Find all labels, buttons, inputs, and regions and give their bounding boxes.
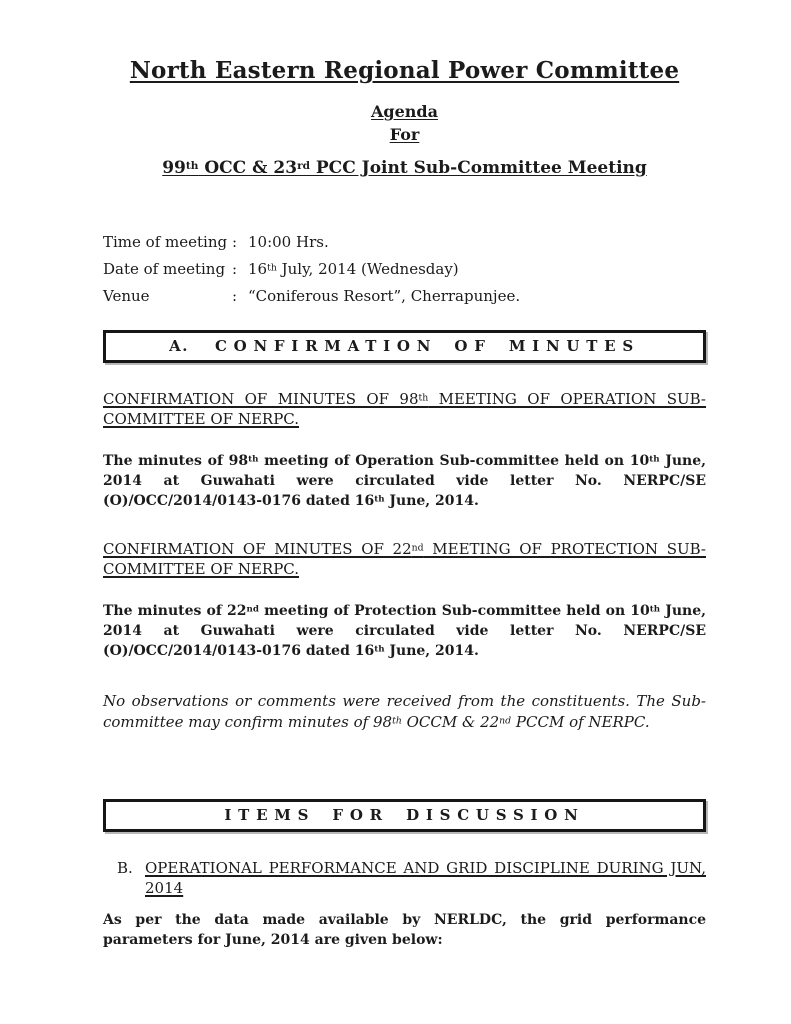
heading-confirmation-occ: CONFIRMATION OF MINUTES OF 98th MEETING OF OPERATION SUB-COMMITTEE OF NERPC.: [103, 390, 706, 428]
section-b-heading: OPERATIONAL PERFORMANCE AND GRID DISCIPLINE DURING JUN, 2014: [145, 859, 706, 897]
section-a-box-heading: [103, 330, 706, 363]
section-b: [103, 858, 706, 898]
section-b-marker: B.: [117, 859, 133, 877]
section-a-marker: A.: [169, 337, 189, 355]
paragraph-pcc-minutes: The minutes of 22nd meeting of Protection Sub-committee held on 10th June, 2014 at Guwahati were circulated vide letter No. NERPC/SE (O)/OCC/2014/0143-0176 dated 16th June, 2014.: [103, 603, 707, 659]
meeting-title: 99th OCC & 23rd PCC Joint Sub-Committee Meeting: [162, 158, 647, 178]
paragraph-grid-performance: As per the data made available by NERLDC, the grid performance parameters for June, 2014 are given below:: [103, 912, 706, 948]
detail-row-venue: [103, 286, 706, 306]
meeting-details: [103, 232, 706, 306]
document-title: North Eastern Regional Power Committee: [129, 57, 680, 84]
detail-label: Date of meeting: [103, 260, 226, 278]
detail-separator: :: [232, 233, 238, 251]
section-a-box-title: CONFIRMATION OF MINUTES: [214, 337, 640, 355]
detail-value: “Coniferous Resort”, Cherrapunjee.: [248, 287, 521, 305]
items-for-discussion-box: [103, 799, 706, 832]
detail-separator: :: [232, 287, 238, 305]
detail-label: Venue: [103, 287, 150, 305]
heading-confirmation-pcc: CONFIRMATION OF MINUTES OF 22nd MEETING OF PROTECTION SUB-COMMITTEE OF NERPC.: [103, 540, 706, 578]
detail-label: Time of meeting: [103, 233, 228, 251]
items-box-title: ITEMS FOR DISCUSSION: [224, 806, 585, 824]
paragraph-occ-minutes: The minutes of 98th meeting of Operation Sub-committee held on 10th June, 2014 at Guwahati were circulated vide letter No. NERPC/SE (O)/OCC/2014/0143-0176 dated 16th June, 2014.: [103, 453, 707, 509]
agenda-label: Agenda: [371, 102, 438, 121]
detail-row-time: [103, 232, 706, 252]
detail-separator: :: [232, 260, 238, 278]
detail-row-date: [103, 259, 706, 279]
detail-value: 10:00 Hrs.: [248, 233, 329, 251]
for-label: For: [389, 125, 420, 144]
paragraph-no-observations: No observations or comments were received from the constituents. The Sub-committee may confirm minutes of 98th OCCM & 22nd PCCM of NERPC.: [103, 692, 706, 731]
detail-value: 16th July, 2014 (Wednesday): [248, 260, 459, 278]
